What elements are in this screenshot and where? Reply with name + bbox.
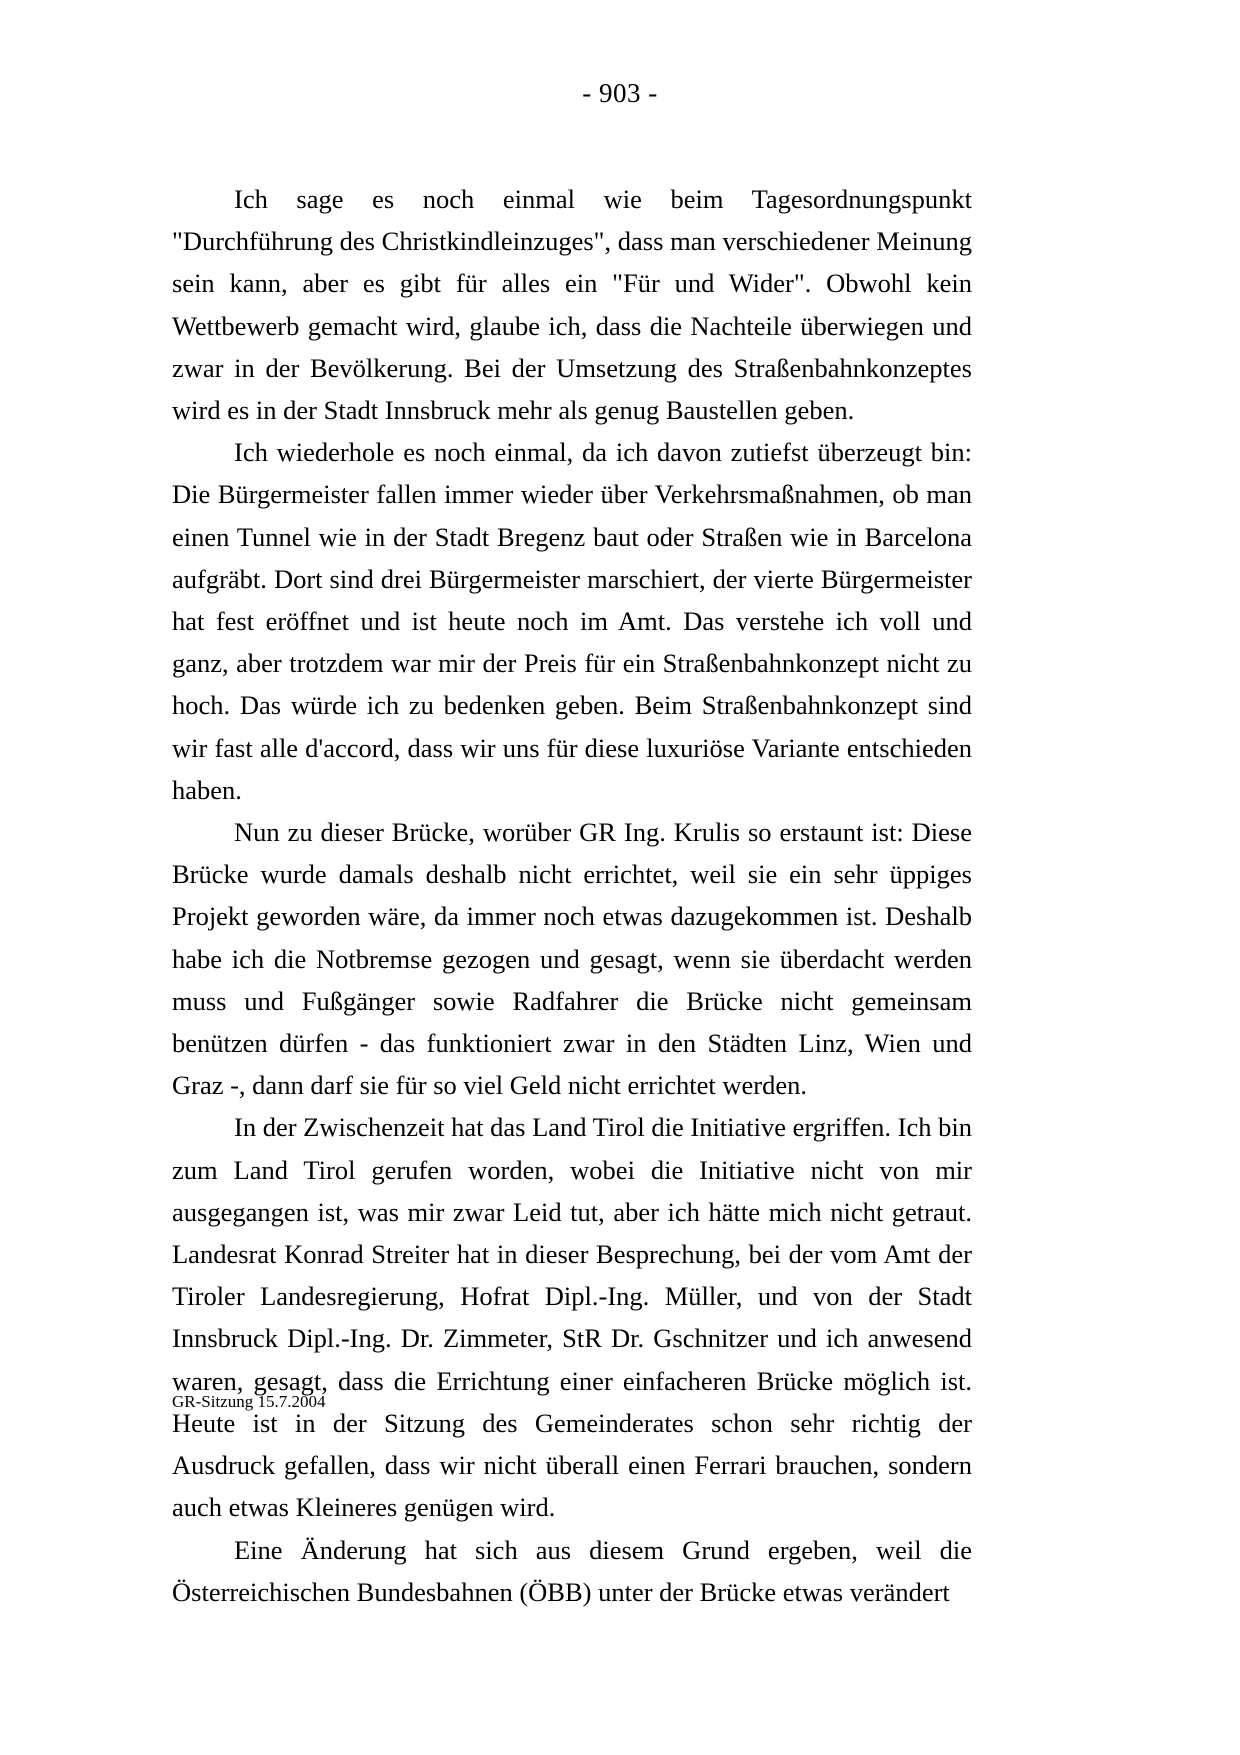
page-footer: GR-Sitzung 15.7.2004 — [172, 1392, 326, 1411]
paragraph: Ich wiederhole es noch einmal, da ich davon zutiefst überzeugt bin: Die Bürgermeister fallen immer wieder über Verkehrsmaßnahmen, ob man einen Tunnel wie in der Stadt Bregenz baut oder Straßen wie in Barcelona aufgräbt. Dort sind drei Bürgermeister marschiert, der vierte Bürgermeister hat fest eröffnet und ist heute noch im Amt. Das verstehe ich voll und ganz, aber trotzdem war mir der Preis für ein Straßenbahnkonzept nicht zu hoch. Das würde ich zu bedenken geben. Beim Straßenbahnkonzept sind wir fast alle d'accord, dass wir uns für diese luxuriöse Variante entschieden haben. — [172, 437, 972, 805]
page-number: - 903 - — [582, 78, 658, 108]
paragraph: Nun zu dieser Brücke, worüber GR Ing. Krulis so erstaunt ist: Diese Brücke wurde damals deshalb nicht errichtet, weil sie ein sehr üppiges Projekt geworden wäre, da immer noch etwas dazugekommen ist. Deshalb habe ich die Notbremse gezogen und gesagt, wenn sie überdacht werden muss und Fußgänger sowie Radfahrer die Brücke nicht gemeinsam benützen dürfen - das funktioniert zwar in den Städten Linz, Wien und Graz -, dann darf sie für so viel Geld nicht errichtet werden. — [172, 817, 972, 1101]
paragraph: Ich sage es noch einmal wie beim Tagesordnungspunkt "Durchführung des Christkindleinzuges", dass man verschiedener Meinung sein kann, aber es gibt für alles ein "Für und Wider". Obwohl kein Wettbewerb gemacht wird, glaube ich, dass die Nachteile überwiegen und zwar in der Bevölkerung. Bei der Umsetzung des Straßenbahnkonzeptes wird es in der Stadt Innsbruck mehr als genug Baustellen geben. — [172, 184, 972, 426]
paragraph: Eine Änderung hat sich aus diesem Grund ergeben, weil die Österreichischen Bundesbahnen (ÖBB) unter der Brücke etwas verändert — [172, 1534, 972, 1607]
paragraph: In der Zwischenzeit hat das Land Tirol die Initiative ergriffen. Ich bin zum Land Tirol gerufen worden, wobei die Initiative nicht von mir ausgegangen ist, was mir zwar Leid tut, aber ich hätte mich nicht getraut. Landesrat Konrad Streiter hat in dieser Besprechung, bei der vom Amt der Tiroler Landesregierung, Hofrat Dipl.-Ing. Müller, und von der Stadt Innsbruck Dipl.-Ing. Dr. Zimmeter, StR Dr. Gschnitzer und ich anwesend waren, gesagt, dass die Errichtung einer einfacheren Brücke möglich ist. Heute ist in der Sitzung des Gemeinderates schon sehr richtig der Ausdruck gefallen, dass wir nicht überall einen Ferrari brauchen, sondern auch etwas Kleineres genügen wird. — [172, 1112, 972, 1523]
